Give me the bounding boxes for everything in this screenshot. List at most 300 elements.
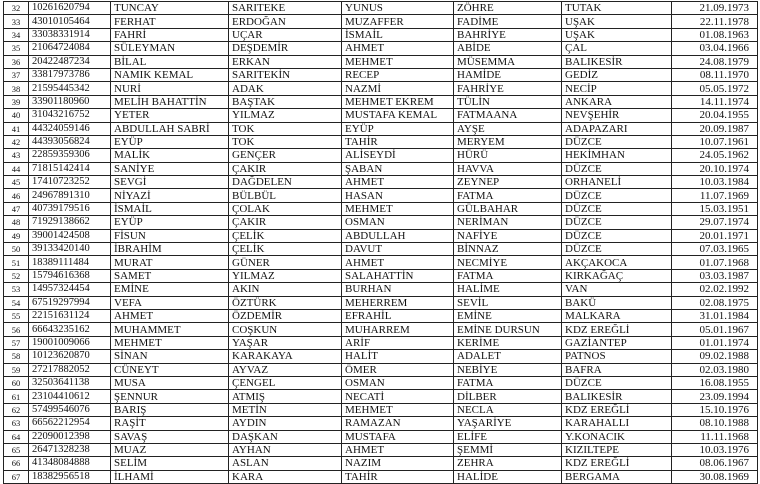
cell-birth-place: ORHANELİ <box>562 176 672 189</box>
cell-birth-place: VAN <box>562 283 672 296</box>
cell-row-number: 47 <box>4 202 29 215</box>
cell-last-name: DAŞKAN <box>229 430 342 443</box>
cell-last-name: AYDIN <box>229 417 342 430</box>
table-row <box>4 95 758 108</box>
cell-last-name: ATMIŞ <box>229 390 342 403</box>
cell-birth-place: BAFRA <box>562 363 672 376</box>
cell-birth-date: 03.04.1966 <box>672 42 758 55</box>
cell-first-name: FAHRİ <box>111 28 229 41</box>
cell-mother-name: TÜLİN <box>454 95 562 108</box>
cell-birth-place: MALKARA <box>562 309 672 322</box>
records-table <box>3 1 758 484</box>
cell-first-name: FERHAT <box>111 15 229 28</box>
cell-father-name: DAVUT <box>342 243 454 256</box>
cell-id-number: 66562212954 <box>29 417 111 430</box>
cell-birth-date: 02.08.1975 <box>672 296 758 309</box>
cell-id-number: 21595445342 <box>29 82 111 95</box>
cell-first-name: SANİYE <box>111 162 229 175</box>
cell-row-number: 61 <box>4 390 29 403</box>
cell-row-number: 40 <box>4 109 29 122</box>
cell-row-number: 67 <box>4 470 29 483</box>
table-row <box>4 202 758 215</box>
cell-father-name: RAMAZAN <box>342 417 454 430</box>
cell-father-name: EYÜP <box>342 122 454 135</box>
cell-mother-name: BİNNAZ <box>454 243 562 256</box>
cell-mother-name: KERİME <box>454 336 562 349</box>
cell-mother-name: FATMA <box>454 189 562 202</box>
table-row <box>4 376 758 389</box>
cell-birth-place: BALIKESİR <box>562 390 672 403</box>
cell-father-name: TAHİR <box>342 135 454 148</box>
cell-last-name: ERKAN <box>229 55 342 68</box>
cell-father-name: MEHMET <box>342 202 454 215</box>
cell-last-name: ADAK <box>229 82 342 95</box>
cell-id-number: 15794616368 <box>29 269 111 282</box>
cell-row-number: 41 <box>4 122 29 135</box>
cell-row-number: 33 <box>4 15 29 28</box>
cell-father-name: OSMAN <box>342 216 454 229</box>
cell-birth-date: 11.07.1969 <box>672 189 758 202</box>
cell-first-name: SÜLEYMAN <box>111 42 229 55</box>
table-row <box>4 189 758 202</box>
cell-mother-name: MERYEM <box>454 135 562 148</box>
cell-birth-place: AKÇAKOCA <box>562 256 672 269</box>
table-row <box>4 403 758 416</box>
cell-father-name: HASAN <box>342 189 454 202</box>
cell-father-name: MEHMET EKREM <box>342 95 454 108</box>
cell-last-name: AKIN <box>229 283 342 296</box>
cell-birth-date: 29.07.1974 <box>672 216 758 229</box>
cell-row-number: 35 <box>4 42 29 55</box>
cell-id-number: 43010105464 <box>29 15 111 28</box>
cell-birth-place: KDZ EREĞLİ <box>562 457 672 470</box>
cell-id-number: 18382956518 <box>29 470 111 483</box>
cell-mother-name: HAVVA <box>454 162 562 175</box>
cell-father-name: MEHERREM <box>342 296 454 309</box>
table-row <box>4 68 758 81</box>
cell-birth-place: KDZ EREĞLİ <box>562 323 672 336</box>
records-table-body <box>4 2 758 484</box>
cell-father-name: TAHİR <box>342 470 454 483</box>
cell-id-number: 33901180960 <box>29 95 111 108</box>
cell-id-number: 57499546076 <box>29 403 111 416</box>
cell-row-number: 57 <box>4 336 29 349</box>
cell-last-name: DEŞDEMİR <box>229 42 342 55</box>
cell-row-number: 58 <box>4 350 29 363</box>
cell-birth-place: BERGAMA <box>562 470 672 483</box>
cell-father-name: ŞABAN <box>342 162 454 175</box>
cell-id-number: 44393056824 <box>29 135 111 148</box>
cell-birth-date: 08.06.1967 <box>672 457 758 470</box>
cell-last-name: ERDOĞAN <box>229 15 342 28</box>
cell-birth-place: DÜZCE <box>562 243 672 256</box>
cell-mother-name: ZEYNEP <box>454 176 562 189</box>
cell-last-name: ÖZTÜRK <box>229 296 342 309</box>
cell-row-number: 46 <box>4 189 29 202</box>
cell-row-number: 53 <box>4 283 29 296</box>
cell-last-name: BAŞTAK <box>229 95 342 108</box>
cell-last-name: ÇAKIR <box>229 162 342 175</box>
cell-row-number: 64 <box>4 430 29 443</box>
cell-last-name: ÖZDEMİR <box>229 309 342 322</box>
cell-first-name: BİLAL <box>111 55 229 68</box>
cell-row-number: 36 <box>4 55 29 68</box>
cell-id-number: 39133420140 <box>29 243 111 256</box>
cell-id-number: 44324059146 <box>29 122 111 135</box>
cell-id-number: 39001424508 <box>29 229 111 242</box>
cell-birth-place: DÜZCE <box>562 376 672 389</box>
cell-birth-place: DÜZCE <box>562 135 672 148</box>
cell-father-name: MUHARREM <box>342 323 454 336</box>
cell-mother-name: DİLBER <box>454 390 562 403</box>
cell-last-name: YILMAZ <box>229 269 342 282</box>
cell-mother-name: FAHRİYE <box>454 82 562 95</box>
cell-first-name: BARIŞ <box>111 403 229 416</box>
cell-birth-place: DÜZCE <box>562 162 672 175</box>
cell-row-number: 50 <box>4 243 29 256</box>
cell-birth-place: HEKİMHAN <box>562 149 672 162</box>
cell-birth-place: KARAHALLI <box>562 417 672 430</box>
cell-birth-date: 22.11.1978 <box>672 15 758 28</box>
cell-first-name: MUHAMMET <box>111 323 229 336</box>
cell-birth-place: KIZILTEPE <box>562 443 672 456</box>
cell-mother-name: YAŞARİYE <box>454 417 562 430</box>
cell-first-name: İLHAMİ <box>111 470 229 483</box>
cell-last-name: ÇENGEL <box>229 376 342 389</box>
cell-birth-date: 16.08.1955 <box>672 376 758 389</box>
cell-id-number: 26471328238 <box>29 443 111 456</box>
cell-father-name: NAZMİ <box>342 82 454 95</box>
cell-father-name: RECEP <box>342 68 454 81</box>
cell-father-name: EFRAHİL <box>342 309 454 322</box>
cell-last-name: AYHAN <box>229 443 342 456</box>
cell-father-name: SALAHATTİN <box>342 269 454 282</box>
table-row <box>4 283 758 296</box>
cell-first-name: MELİH BAHATTİN <box>111 95 229 108</box>
cell-birth-date: 30.08.1969 <box>672 470 758 483</box>
cell-row-number: 65 <box>4 443 29 456</box>
cell-row-number: 32 <box>4 2 29 15</box>
cell-birth-place: NECİP <box>562 82 672 95</box>
cell-id-number: 17410723252 <box>29 176 111 189</box>
cell-mother-name: MÜSEMMA <box>454 55 562 68</box>
cell-birth-place: TUTAK <box>562 2 672 15</box>
cell-first-name: SİNAN <box>111 350 229 363</box>
cell-first-name: İSMAİL <box>111 202 229 215</box>
cell-father-name: NECATİ <box>342 390 454 403</box>
cell-birth-date: 10.07.1961 <box>672 135 758 148</box>
cell-birth-date: 03.03.1987 <box>672 269 758 282</box>
cell-first-name: SELİM <box>111 457 229 470</box>
cell-birth-place: ADAPAZARI <box>562 122 672 135</box>
cell-mother-name: NERİMAN <box>454 216 562 229</box>
cell-first-name: EYÜP <box>111 135 229 148</box>
cell-row-number: 44 <box>4 162 29 175</box>
cell-last-name: SARITEKİN <box>229 68 342 81</box>
cell-last-name: YAŞAR <box>229 336 342 349</box>
cell-birth-place: GEDİZ <box>562 68 672 81</box>
table-row <box>4 15 758 28</box>
cell-first-name: MUSA <box>111 376 229 389</box>
cell-birth-place: DÜZCE <box>562 189 672 202</box>
cell-row-number: 52 <box>4 269 29 282</box>
cell-last-name: GÜNER <box>229 256 342 269</box>
cell-mother-name: HAMİDE <box>454 68 562 81</box>
cell-birth-date: 15.10.1976 <box>672 403 758 416</box>
cell-first-name: EMİNE <box>111 283 229 296</box>
cell-birth-date: 10.03.1976 <box>672 443 758 456</box>
table-row <box>4 417 758 430</box>
cell-father-name: BURHAN <box>342 283 454 296</box>
cell-row-number: 37 <box>4 68 29 81</box>
table-row <box>4 2 758 15</box>
cell-father-name: MUZAFFER <box>342 15 454 28</box>
table-row <box>4 135 758 148</box>
cell-last-name: ASLAN <box>229 457 342 470</box>
cell-last-name: GENÇER <box>229 149 342 162</box>
cell-father-name: AHMET <box>342 42 454 55</box>
cell-last-name: ÇELİK <box>229 229 342 242</box>
cell-mother-name: SEVİL <box>454 296 562 309</box>
cell-mother-name: HALİDE <box>454 470 562 483</box>
cell-row-number: 59 <box>4 363 29 376</box>
cell-birth-place: NEVŞEHİR <box>562 109 672 122</box>
table-row <box>4 243 758 256</box>
cell-birth-date: 20.10.1974 <box>672 162 758 175</box>
table-row <box>4 269 758 282</box>
cell-row-number: 55 <box>4 309 29 322</box>
cell-first-name: RAŞİT <box>111 417 229 430</box>
cell-birth-place: BALIKESİR <box>562 55 672 68</box>
cell-mother-name: NAFİYE <box>454 229 562 242</box>
cell-mother-name: ZEHRA <box>454 457 562 470</box>
cell-mother-name: NEBİYE <box>454 363 562 376</box>
cell-row-number: 62 <box>4 403 29 416</box>
cell-first-name: EYÜP <box>111 216 229 229</box>
cell-mother-name: ZÖHRE <box>454 2 562 15</box>
cell-id-number: 31043216752 <box>29 109 111 122</box>
cell-birth-date: 07.03.1965 <box>672 243 758 256</box>
cell-birth-place: ÇAL <box>562 42 672 55</box>
table-row <box>4 296 758 309</box>
cell-last-name: KARA <box>229 470 342 483</box>
cell-id-number: 10123620870 <box>29 350 111 363</box>
cell-birth-date: 31.01.1984 <box>672 309 758 322</box>
cell-birth-date: 21.09.1973 <box>672 2 758 15</box>
table-row <box>4 229 758 242</box>
cell-mother-name: ADALET <box>454 350 562 363</box>
cell-mother-name: HÜRÜ <box>454 149 562 162</box>
cell-first-name: MUAZ <box>111 443 229 456</box>
cell-birth-place: DÜZCE <box>562 202 672 215</box>
cell-mother-name: HALİME <box>454 283 562 296</box>
table-row <box>4 363 758 376</box>
cell-id-number: 67519297994 <box>29 296 111 309</box>
table-row <box>4 309 758 322</box>
cell-row-number: 34 <box>4 28 29 41</box>
cell-birth-date: 01.07.1968 <box>672 256 758 269</box>
cell-last-name: DAĞDELEN <box>229 176 342 189</box>
cell-last-name: UÇAR <box>229 28 342 41</box>
cell-last-name: ÇOLAK <box>229 202 342 215</box>
cell-birth-place: PATNOS <box>562 350 672 363</box>
cell-birth-date: 05.01.1967 <box>672 323 758 336</box>
cell-birth-place: DÜZCE <box>562 216 672 229</box>
cell-row-number: 48 <box>4 216 29 229</box>
table-row <box>4 216 758 229</box>
cell-father-name: MUSTAFA KEMAL <box>342 109 454 122</box>
cell-father-name: MEHMET <box>342 55 454 68</box>
cell-row-number: 66 <box>4 457 29 470</box>
cell-id-number: 27217882052 <box>29 363 111 376</box>
cell-row-number: 38 <box>4 82 29 95</box>
cell-id-number: 22090012398 <box>29 430 111 443</box>
cell-last-name: BÜLBÜL <box>229 189 342 202</box>
cell-father-name: ARİF <box>342 336 454 349</box>
cell-first-name: TUNCAY <box>111 2 229 15</box>
cell-birth-date: 08.11.1970 <box>672 68 758 81</box>
cell-row-number: 39 <box>4 95 29 108</box>
cell-id-number: 14957324454 <box>29 283 111 296</box>
cell-father-name: MUSTAFA <box>342 430 454 443</box>
cell-id-number: 71815142414 <box>29 162 111 175</box>
cell-row-number: 56 <box>4 323 29 336</box>
cell-mother-name: AYŞE <box>454 122 562 135</box>
cell-first-name: SAMET <box>111 269 229 282</box>
cell-birth-place: UŞAK <box>562 15 672 28</box>
table-row <box>4 162 758 175</box>
cell-first-name: NİYAZİ <box>111 189 229 202</box>
cell-first-name: NURİ <box>111 82 229 95</box>
cell-last-name: YILMAZ <box>229 109 342 122</box>
cell-id-number: 22859359306 <box>29 149 111 162</box>
cell-id-number: 66643235162 <box>29 323 111 336</box>
cell-first-name: ABDULLAH SABRİ <box>111 122 229 135</box>
cell-last-name: AYVAZ <box>229 363 342 376</box>
cell-mother-name: EMİNE <box>454 309 562 322</box>
cell-mother-name: ELİFE <box>454 430 562 443</box>
cell-row-number: 42 <box>4 135 29 148</box>
cell-father-name: YUNUS <box>342 2 454 15</box>
cell-first-name: MALİK <box>111 149 229 162</box>
table-row <box>4 109 758 122</box>
cell-mother-name: ŞEMMİ <box>454 443 562 456</box>
cell-mother-name: BAHRİYE <box>454 28 562 41</box>
cell-birth-date: 02.02.1992 <box>672 283 758 296</box>
cell-last-name: METİN <box>229 403 342 416</box>
cell-birth-date: 01.08.1963 <box>672 28 758 41</box>
cell-last-name: KARAKAYA <box>229 350 342 363</box>
cell-father-name: AHMET <box>342 256 454 269</box>
cell-last-name: TOK <box>229 135 342 148</box>
cell-father-name: ABDULLAH <box>342 229 454 242</box>
cell-birth-place: KDZ EREĞLİ <box>562 403 672 416</box>
cell-first-name: CÜNEYT <box>111 363 229 376</box>
table-row <box>4 82 758 95</box>
cell-father-name: NAZIM <box>342 457 454 470</box>
cell-row-number: 54 <box>4 296 29 309</box>
cell-mother-name: GÜLBAHAR <box>454 202 562 215</box>
cell-birth-date: 20.01.1971 <box>672 229 758 242</box>
cell-first-name: SAVAŞ <box>111 430 229 443</box>
cell-father-name: ÖMER <box>342 363 454 376</box>
cell-mother-name: FATMAANA <box>454 109 562 122</box>
cell-birth-date: 11.11.1968 <box>672 430 758 443</box>
cell-first-name: VEFA <box>111 296 229 309</box>
cell-birth-place: DÜZCE <box>562 229 672 242</box>
cell-father-name: AHMET <box>342 443 454 456</box>
cell-birth-date: 20.09.1987 <box>672 122 758 135</box>
cell-birth-place: Y.KONACIK <box>562 430 672 443</box>
table-row <box>4 457 758 470</box>
table-row <box>4 122 758 135</box>
cell-birth-date: 23.09.1994 <box>672 390 758 403</box>
cell-id-number: 18389111484 <box>29 256 111 269</box>
table-row <box>4 42 758 55</box>
cell-birth-date: 14.11.1974 <box>672 95 758 108</box>
table-row <box>4 55 758 68</box>
cell-mother-name: NECMİYE <box>454 256 562 269</box>
cell-id-number: 23104410612 <box>29 390 111 403</box>
cell-mother-name: NECLA <box>454 403 562 416</box>
table-row <box>4 443 758 456</box>
table-row <box>4 430 758 443</box>
table-row <box>4 470 758 483</box>
cell-last-name: TOK <box>229 122 342 135</box>
cell-id-number: 10261620794 <box>29 2 111 15</box>
cell-mother-name: ABİDE <box>454 42 562 55</box>
cell-first-name: NAMIK KEMAL <box>111 68 229 81</box>
cell-id-number: 32503641138 <box>29 376 111 389</box>
cell-mother-name: EMİNE DURSUN <box>454 323 562 336</box>
table-row <box>4 323 758 336</box>
cell-first-name: SEVGİ <box>111 176 229 189</box>
cell-row-number: 60 <box>4 376 29 389</box>
cell-row-number: 43 <box>4 149 29 162</box>
cell-birth-place: BAKÜ <box>562 296 672 309</box>
cell-father-name: HALİT <box>342 350 454 363</box>
table-row <box>4 336 758 349</box>
cell-id-number: 21064724084 <box>29 42 111 55</box>
table-row <box>4 390 758 403</box>
cell-row-number: 45 <box>4 176 29 189</box>
cell-birth-date: 09.02.1988 <box>672 350 758 363</box>
table-row <box>4 350 758 363</box>
cell-birth-date: 20.04.1955 <box>672 109 758 122</box>
cell-id-number: 24967891310 <box>29 189 111 202</box>
cell-first-name: FİSUN <box>111 229 229 242</box>
cell-mother-name: FATMA <box>454 269 562 282</box>
cell-father-name: OSMAN <box>342 376 454 389</box>
cell-id-number: 20422487234 <box>29 55 111 68</box>
table-row <box>4 28 758 41</box>
cell-birth-date: 24.08.1979 <box>672 55 758 68</box>
cell-last-name: ÇAKIR <box>229 216 342 229</box>
cell-father-name: İSMAİL <box>342 28 454 41</box>
cell-first-name: MURAT <box>111 256 229 269</box>
cell-first-name: MEHMET <box>111 336 229 349</box>
cell-birth-place: KIRKAĞAÇ <box>562 269 672 282</box>
cell-mother-name: FATMA <box>454 376 562 389</box>
table-row <box>4 176 758 189</box>
cell-birth-place: GAZİANTEP <box>562 336 672 349</box>
cell-birth-date: 15.03.1951 <box>672 202 758 215</box>
cell-last-name: ÇELİK <box>229 243 342 256</box>
cell-first-name: AHMET <box>111 309 229 322</box>
cell-father-name: MEHMET <box>342 403 454 416</box>
cell-birth-date: 05.05.1972 <box>672 82 758 95</box>
cell-id-number: 41348084888 <box>29 457 111 470</box>
